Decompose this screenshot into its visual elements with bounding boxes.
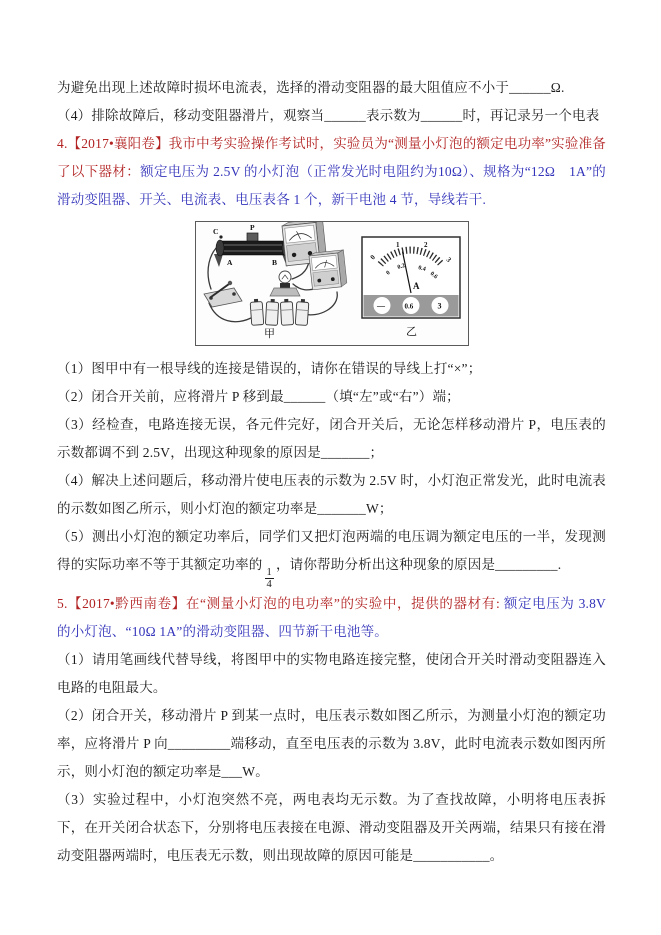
q5-item1: （1）请用笔画线代替导线，将图甲中的实物电路连接完整，使闭合开关时滑动变阻器连入电路的电阻最大。 — [57, 652, 606, 696]
q5-intro — [57, 590, 606, 646]
terminal-neg-label: — — [376, 301, 385, 311]
q4-item5-pre: （5）测出小灯泡的额定功率后，同学们又把灯泡两端的电压调为额定电压的一半，发现测得的实际功率不等于其额定功率的 — [57, 529, 606, 572]
q4-item4: （4）解决上述问题后，移动滑片使电压表的示数为 2.5V 时，小灯泡正常发光，此时电流表的示数如图乙所示，则小灯泡的额定功率是_______W； — [57, 473, 606, 516]
q4-item5-post: ，请你帮助分析出这种现象的原因是_________. — [275, 557, 562, 572]
q5-item3: （3）实验过程中，小灯泡突然不亮，两电表均无示数。为了查找故障，小明将电压表拆下，在开关闭合状态下，分别将电压表接在电源、滑动变阻器及开关两端，结果只有接在滑动变阻器两端时，电压表无示数，则出现故障的原因可能是___________。 — [57, 792, 606, 864]
q5-intro-source: 5.【2017•黔西南卷】在“测量小灯泡的电功率”的实验中，提供的器材有: — [57, 596, 504, 612]
scale-top-1: 1 — [395, 241, 399, 249]
rheostat-label-b: B — [271, 258, 277, 267]
light-bulb — [270, 271, 300, 296]
scale-bot-02: 0.2 — [396, 263, 406, 271]
q4-item1: （1）图甲中有一根导线的连接是错误的，请你在错误的导线上打“×”； — [57, 361, 482, 376]
q4-intro-source: 4.【2017•襄阳卷】我市中考实验操作考试时，实验员为“测量小灯泡的额定电功率”实验准备了以下器材： — [57, 136, 606, 179]
scale-bot-04: 0.4 — [417, 265, 426, 273]
ammeter-unit: A — [412, 281, 419, 291]
q4-item5 — [57, 523, 606, 590]
scale-top-0: 0 — [368, 253, 377, 262]
q4-item2: （2）闭合开关前，应将滑片 P 移到最______（填“左”或“右”）端； — [57, 389, 460, 404]
rheostat-label-c: C — [212, 227, 218, 236]
q4-intro-materials: 额定电压为 2.5V 的小灯泡（正常发光时电阻约为10Ω）、规格为“12Ω 1A”的滑动变阻器、开关、电流表、电压表各 1 个，新干电池 4 节，导线若干. — [57, 164, 607, 207]
jia-caption: 甲 — [263, 328, 275, 340]
yi-ammeter-panel — [362, 237, 460, 338]
one-quarter-fraction — [265, 567, 274, 590]
rheostat-label-p: P — [249, 223, 255, 232]
q4-intro — [57, 130, 606, 214]
circuit-figure — [195, 221, 469, 346]
scale-top-3: 3 — [444, 255, 453, 264]
scale-bot-0: 0 — [384, 270, 392, 277]
terminal-06-label: 0.6 — [404, 302, 413, 311]
q4-item3: （3）经检查，电路连接无误，各元件完好，闭合开关后，无论怎样移动滑片 P，电压表的示数都调不到 2.5V，出现这种现象的原因是_______； — [57, 417, 606, 460]
rheostat-label-a: A — [226, 258, 232, 267]
q3-tail-line1: 为避免出现上述故障时损坏电流表，选择的滑动变阻器的最大阻值应不小于______Ω. — [57, 80, 565, 95]
terminal-3-label: 3 — [437, 301, 441, 311]
yi-caption: 乙 — [405, 326, 417, 338]
fraction-numerator: 1 — [266, 567, 272, 578]
fraction-denominator: 4 — [266, 579, 272, 591]
scale-bot-06: 0.6 — [428, 270, 438, 281]
q3-tail-line2: （4）排除故障后，移动变阻器滑片，观察当______表示数为______时，再记录另一个电表 — [57, 108, 600, 123]
ammeter-sketch — [308, 250, 346, 290]
scale-top-2: 2 — [423, 241, 427, 249]
q5-item2: （2）闭合开关，移动滑片 P 到某一点时，电压表示数如图乙所示，为测量小灯泡的额定功率，应将滑片 P 向_________端移动，直至电压表的示数为 3.8V，此时电流表示数如图丙所示，则小灯泡的额定功率是___W。 — [57, 708, 606, 780]
circuit-figure-svg — [196, 222, 466, 340]
q5-intro-materials: 额定电压为 3.8V 的小灯泡、“10Ω 1A”的滑动变阻器、四节新干电池等。 — [57, 596, 607, 640]
battery-pack — [249, 299, 308, 326]
jia-circuit-sketch — [204, 222, 347, 340]
